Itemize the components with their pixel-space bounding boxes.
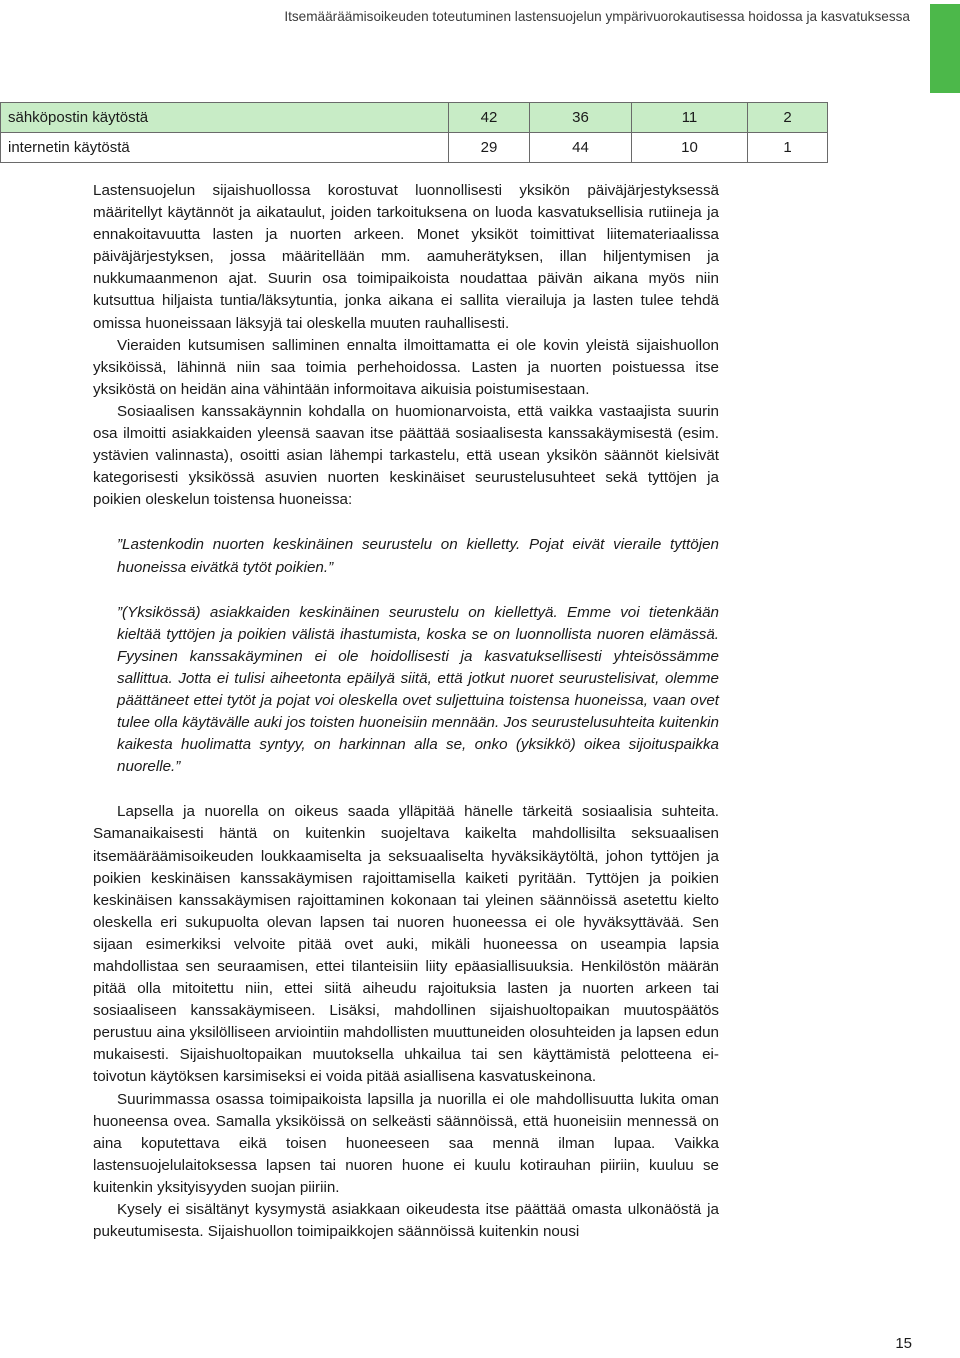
- table-cell: 42: [449, 103, 530, 133]
- paragraph: Kysely ei sisältänyt kysymystä asiakkaan oikeudesta itse päättää omasta ulkonäöstä ja pukeutumisesta. Sijaishuollon toimipaikkojen säännöissä kuitenkin nousi: [93, 1201, 719, 1241]
- table-cell: 36: [530, 103, 632, 133]
- table-row: [1, 133, 828, 163]
- body-text: [93, 180, 719, 1243]
- paragraph: Vieraiden kutsumisen salliminen ennalta ilmoittamatta ei ole kovin yleistä sijaishuollon yksiköissä, lähinnä niin saa toimia perhehoidossa. Lasten ja nuorten poistuessa itse yksiköstä on heidän aina vähintään informoitava aikuisia poistumisestaan.: [93, 336, 719, 398]
- running-header: Itsemääräämisoikeuden toteutuminen lastensuojelun ympärivuorokautisessa hoidossa ja kasvatuksessa: [284, 9, 910, 24]
- paragraph: Suurimmassa osassa toimipaikoista lapsilla ja nuorilla ei ole mahdollisuutta lukita oman huoneensa ovea. Samalla yksiköissä on selkeästi säännöissä, että huoneisiin mennessä on aina koputettava eikä toisen huoneeseen saa mennä ilman lupaa. Vaikka lastensuojelulaitoksessa lapsen tai nuoren huone ei kuulu kotirauhan piiriin, kuuluu se kuitenkin yksityisyyden suojan piiriin.: [93, 1090, 719, 1196]
- table-row: [1, 103, 828, 133]
- block-quote: ”Lastenkodin nuorten keskinäinen seurustelu on kielletty. Pojat eivät vieraile tyttöjen huoneissa eivätkä tytöt poikien.”: [117, 536, 719, 576]
- paragraph: Lapsella ja nuorella on oikeus saada ylläpitää hänelle tärkeitä sosiaalisia suhteita. Samanaikaisesti häntä on kuitenkin suojeltava kaikelta mahdollisilta seksuaalisen itsemääräämisoikeuden loukkaamiselta ja seksuaaliselta hyväksikäytöltä, johon tyttöjen ja poikien keskinäisen kanssakäymisen rajoittamisella kaiketi pyritään. Tyttöjen ja poikien keskinäisen kanssakäymisen rajoittaminen kokonaan tai yleinen säännöissä asetettu kielto oleskella eri sukupuolta olevan lapsen tai nuoren huoneessa ei ole hyväksyttävää. Sen sijaan esimerkiksi velvoite pitää ovet auki, mikäli huoneessa on useampia lapsia mahdollistaa sen seuraamisen, ettei tilanteisiin liity epäasiallisuuksia. Henkilöstön määrän pitää olla mitoitettu niin, ettei siitä aiheudu rajoituksia lasten ja nuorten arkeen tai sosiaaliseen kanssakäymiseen. Lisäksi, mahdollinen sijaishuoltopaikan muutospäätös perustuu aina yksilölliseen arviointiin mahdollisten muuttuneiden olosuhteiden ja lapsen edun mukaisesti. Sijaishuoltopaikan muutoksella uhkailua tai sen käyttämistä pelotteena ei-toivotun käytöksen karsimiseksi ei voida pitää asiallisena kasvatuskeinona.: [93, 803, 719, 1086]
- table-cell: 1: [748, 133, 828, 163]
- row-label: internetin käytöstä: [1, 133, 449, 163]
- table-cell: 10: [632, 133, 748, 163]
- table-cell: 44: [530, 133, 632, 163]
- table-cell: 11: [632, 103, 748, 133]
- paragraph: Lastensuojelun sijaishuollossa korostuvat luonnollisesti yksikön päiväjärjestyksessä määritellyt käytännöt ja aikataulut, joiden tarkoituksena on luoda kasvatuksellisia rutiineja ja ennakoitavuutta lasten ja nuorten arkeen. Monet yksiköt toimittivat liitemateriaalissa päiväjärjestyksen, jossa määritellään mm. aamuherätyksen, illan hiljentymisen ja nukkumaanmenon ajat. Suurin osa toimipaikoista noudattaa päivän aikana myös niin kutsuttua hiljaista tuntia/läksytuntia, jonka aikana ei sallita vierailuja ja lasten tulee tehdä omissa huoneissaan läksyjä tai oleskella muuten rauhallisesti.: [93, 182, 719, 332]
- table-cell: 29: [449, 133, 530, 163]
- page-number: 15: [895, 1335, 912, 1352]
- chapter-color-tab: [930, 4, 960, 93]
- row-label: sähköpostin käytöstä: [1, 103, 449, 133]
- paragraph: Sosiaalisen kanssakäynnin kohdalla on huomionarvoista, että vaikka vastaajista suurin osa ilmoitti asiakkaiden yleensä saavan itse päättää sosiaalisesta kanssakäymisestä (esim. ystävien valinnasta), osoitti asian lähempi tarkastelu, että usean yksikön säännöt kielsivät kategorisesti yksikössä asuvien nuorten keskinäiset seurustelusuhteet sekä tyttöjen ja poikien oleskelun toistensa huoneissa:: [93, 402, 719, 509]
- table-cell: 2: [748, 103, 828, 133]
- block-quote: ”(Yksikössä) asiakkaiden keskinäinen seurustelu on kiellettyä. Emme voi tietenkään kieltää tyttöjen ja poikien välistä ihastumista, koska se on luonnollista nuoren elämässä. Fyysinen kanssakäyminen ei ole hoidollisesti ja kasvatuksellisesti yhteisössämme sallittua. Jotta ei tulisi aiheetonta epäilyä siitä, että jotkut nuoret seurustelisivat, olemme päättäneet ettei tytöt ja pojat voi oleskella ovet suljettuina toistensa huoneissa, vaan ovet tulee olla käytävälle auki jos toisten huoneisiin mennään. Jos seurustelusuhteita kuitenkin kaikesta huolimatta syntyy, on harkinnan alla se, onko (yksikkö) oikea sijoituspaikka nuorelle.”: [117, 603, 719, 776]
- statistics-table: [0, 102, 828, 163]
